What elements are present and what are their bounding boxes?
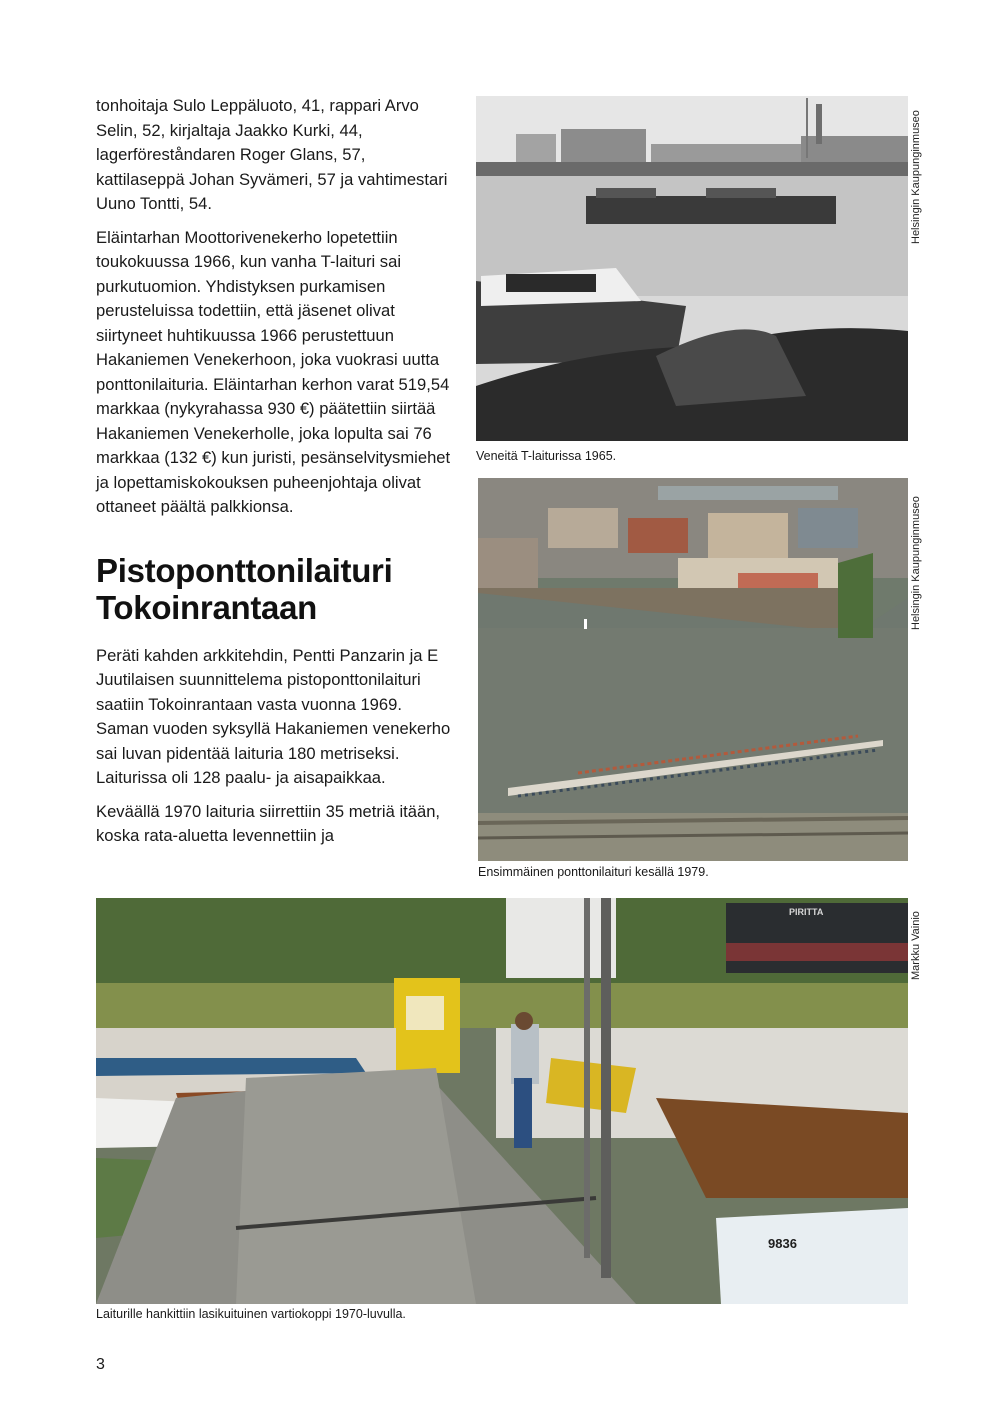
photo-pontoon-pier-1979 <box>478 478 908 861</box>
section-heading: Pistoponttonilaituri Tokoinrantaan <box>96 551 393 626</box>
paragraph-4: Keväällä 1970 laituria siirrettiin 35 metriä itään, koska rata-aluetta levennettiin ja <box>96 801 441 845</box>
photo-guard-booth-1970s <box>96 898 908 1304</box>
page-number: 3 <box>96 1356 105 1373</box>
photo2-credit: Helsingin Kaupunginmuseo <box>910 496 922 630</box>
boat-number-text: 9836 <box>768 1236 797 1251</box>
photo3-caption: Laiturille hankittiin lasikuituinen vartiokoppi 1970-luvulla. <box>96 1307 406 1321</box>
photo1-credit: Helsingin Kaupunginmuseo <box>910 110 922 244</box>
photo2-caption: Ensimmäinen ponttonilaituri kesällä 1979. <box>478 865 709 879</box>
paragraph-2: Eläintarhan Moottorivenekerho lopetettiin toukokuussa 1966, kun vanha T-laituri sai purkutuomion. Yhdistyksen purkamisen perusteluissa todettiin, että jäsenet olivat siirtyneet huhtikuussa 1966 perustettuun Hakaniemen Venekerhoon, joka vuokrasi uutta ponttonilaituria. Eläintarhan kerhon varat 519,54 markkaa (nykyrahassa 930 €) päätettiin siirtää Hakaniemen Venekerholle, joka lopulta sai 76 markkaa (132 €) kun juristi, pesänselvitysmiehet ja lopettamiskokouksen puheenjohtaja olivat ottaneet päältä palkkionsa. <box>96 227 451 516</box>
photo-t-pier-1965 <box>476 96 908 441</box>
kiosk-sign-text: PIRITTA <box>789 907 824 917</box>
photo1-caption: Veneitä T-laiturissa 1965. <box>476 449 617 463</box>
photo3-credit: Markku Vainio <box>910 911 922 980</box>
paragraph-1: tonhoitaja Sulo Leppäluoto, 41, rappari Arvo Selin, 52, kirjaltaja Jaakko Kurki, 44, lagerföreståndaren Roger Glans, 57, kattilaseppä Johan Syvämeri, 57 ja vahtimestari Uuno Tontti, 54. <box>96 96 448 213</box>
article-text-column <box>96 94 458 858</box>
paragraph-3: Peräti kahden arkkitehdin, Pentti Panzarin ja E Juutilaisen suunnittelema pistoponttonilaituri saatiin Tokoinrantaan vasta vuonna 1969. Saman vuoden syksyllä Hakaniemen venekerho sai luvan pidentää laituria 180 metriseksi. Laiturissa oli 128 paalu- ja aisapaikkaa. <box>96 645 451 787</box>
